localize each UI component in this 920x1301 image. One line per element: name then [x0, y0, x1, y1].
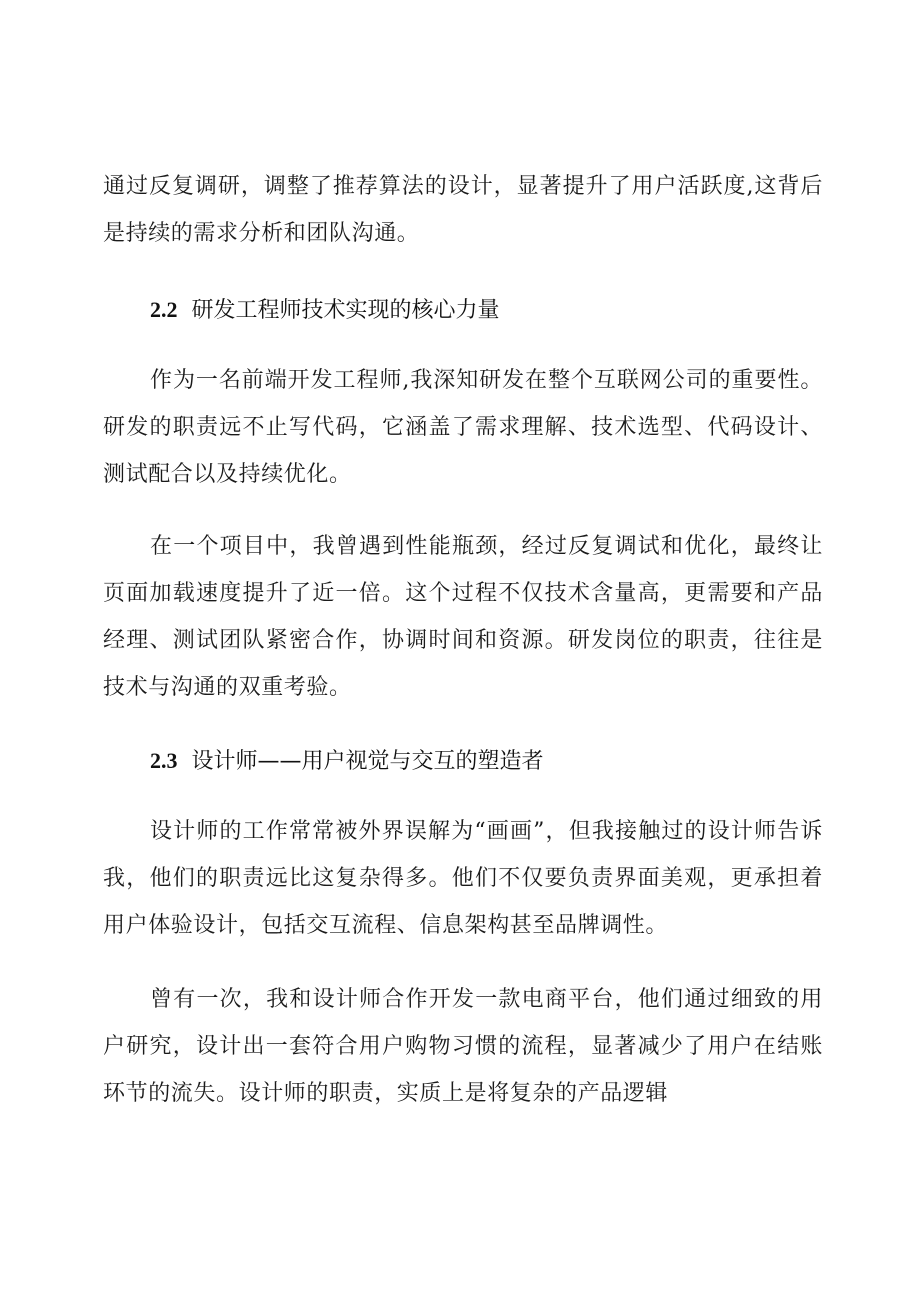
- section-number: 2.2: [150, 297, 178, 322]
- section-2-2-paragraph-1: 作为一名前端开发工程师,我深知研发在整个互联网公司的重要性。研发的职责远不止写代码，它涵盖了需求理解、技术选型、代码设计、测试配合以及持续优化。: [103, 368, 823, 487]
- section-2-2-paragraph-2: 在一个项目中，我曾遇到性能瓶颈，经过反复调试和优化，最终让页面加载速度提升了近一倍。这个过程不仅技术含量高，更需要和产品经理、测试团队紧密合作，协调时间和资源。研发岗位的职责，往往是技术与沟通的双重考验。: [103, 534, 823, 700]
- section-heading-2-2: [150, 295, 500, 326]
- continued-paragraph: 通过反复调研，调整了推荐算法的设计，显著提升了用户活跃度,这背后是持续的需求分析和团队沟通。: [103, 174, 823, 246]
- section-title: 设计师——用户视觉与交互的塑造者: [191, 749, 544, 774]
- section-number: 2.3: [150, 748, 178, 773]
- section-2-3-paragraph-2: 曾有一次，我和设计师合作开发一款电商平台，他们通过细致的用户研究，设计出一套符合用户购物习惯的流程，显著减少了用户在结账环节的流失。设计师的职责，实质上是将复杂的产品逻辑: [103, 987, 823, 1106]
- section-2-3-paragraph-1: 设计师的工作常常被外界误解为“画画”，但我接触过的设计师告诉我，他们的职责远比这复杂得多。他们不仅要负责界面美观，更承担着用户体验设计，包括交互流程、信息架构甚至品牌调性。: [103, 819, 823, 938]
- section-heading-2-3: [150, 746, 544, 777]
- section-title: 研发工程师技术实现的核心力量: [191, 298, 500, 323]
